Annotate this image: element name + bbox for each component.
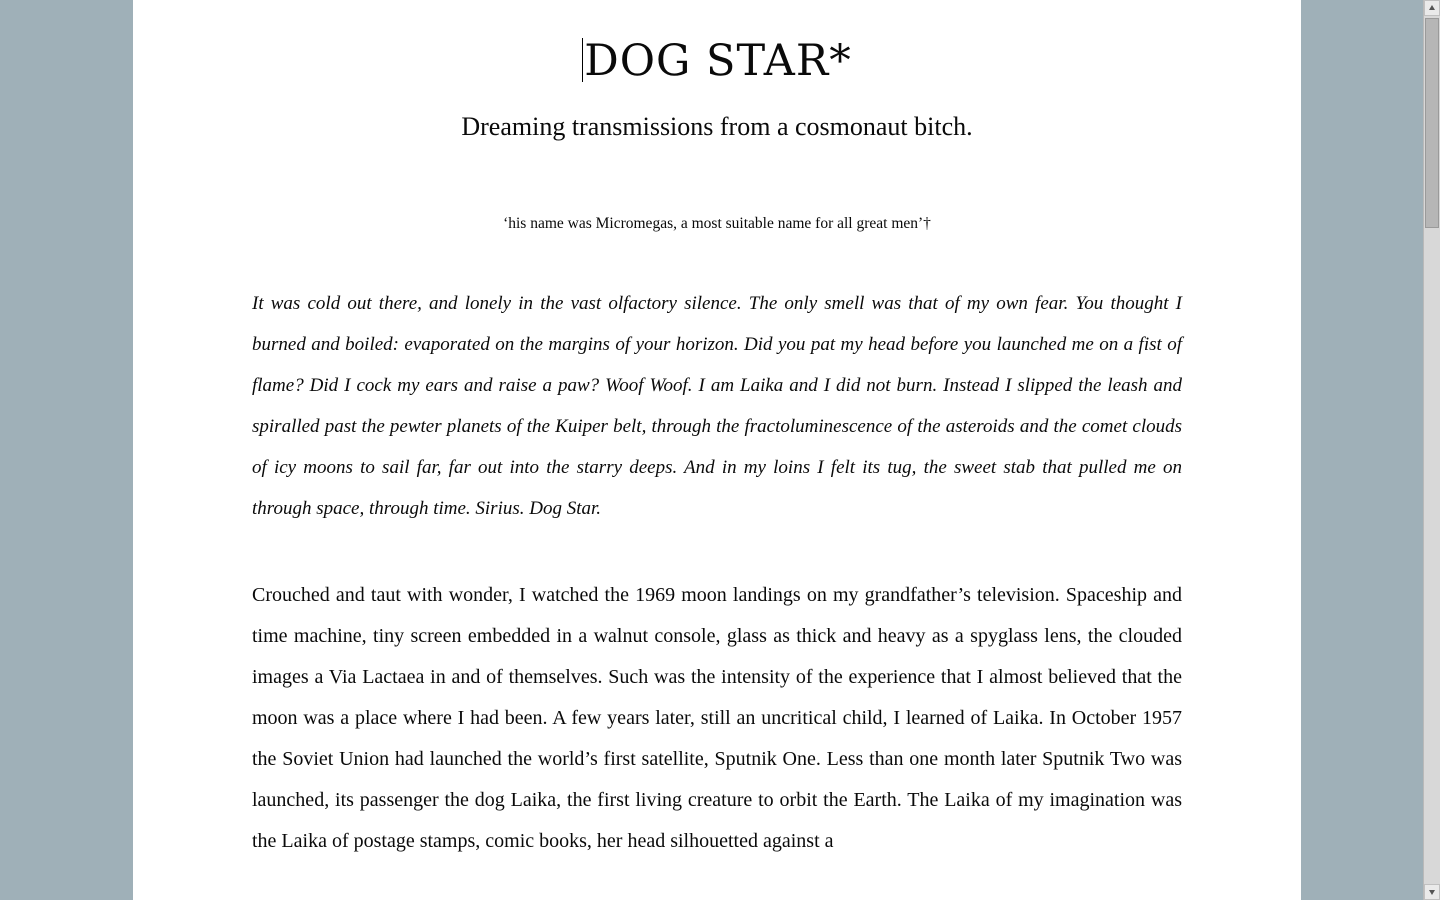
paragraph-italic: It was cold out there, and lonely in the vast olfactory silence. The only smell was that of my own fear. You thought I burned and boiled: evaporated on the margins of your horizon. Did you pat my head before you launched me on a fist of flame? Did I cock my ears and raise a paw? Woof Woof. I am Laika and I did not burn. Instead I slipped the leash and spiralled past the pewter planets of the Kuiper belt, through the fractoluminescence of the asteroids and the comet clouds of icy moons to sail far, far out into the starry deeps. And in my loins I felt its tug, the sweet stab that pulled me on through space, through time. Sirius. Dog Star. [252, 293, 1182, 519]
scroll-down-arrow-icon[interactable] [1424, 884, 1440, 900]
page-content [133, 0, 1301, 862]
scrollbar-thumb[interactable] [1425, 18, 1439, 228]
document-page [133, 0, 1301, 900]
page-title-text: DOG STAR* [584, 36, 852, 86]
epigraph: ‘his name was Micromegas, a most suitable name for all great men’† [503, 215, 931, 232]
page-subtitle: Dreaming transmissions from a cosmonaut bitch. [461, 112, 973, 141]
vertical-scrollbar[interactable] [1423, 0, 1440, 900]
paragraph-body: Crouched and taut with wonder, I watched the 1969 moon landings on my grandfather’s television. Spaceship and time machine, tiny screen embedded in a walnut console, glass as thick and heavy as a spyglass lens, the clouded images a Via Lactaea in and of themselves. Such was the intensity of the experience that I almost believed that the moon was a place where I had been. A few years later, still an uncritical child, I learned of Laika. In October 1957 the Soviet Union had launched the world’s first satellite, Sputnik One. Less than one month later Sputnik Two was launched, its passenger the dog Laika, the first living creature to orbit the Earth. The Laika of my imagination was the Laika of postage stamps, comic books, her head silhouetted against a [252, 584, 1182, 852]
scroll-up-arrow-icon[interactable] [1424, 0, 1440, 16]
page-title [252, 0, 1182, 86]
